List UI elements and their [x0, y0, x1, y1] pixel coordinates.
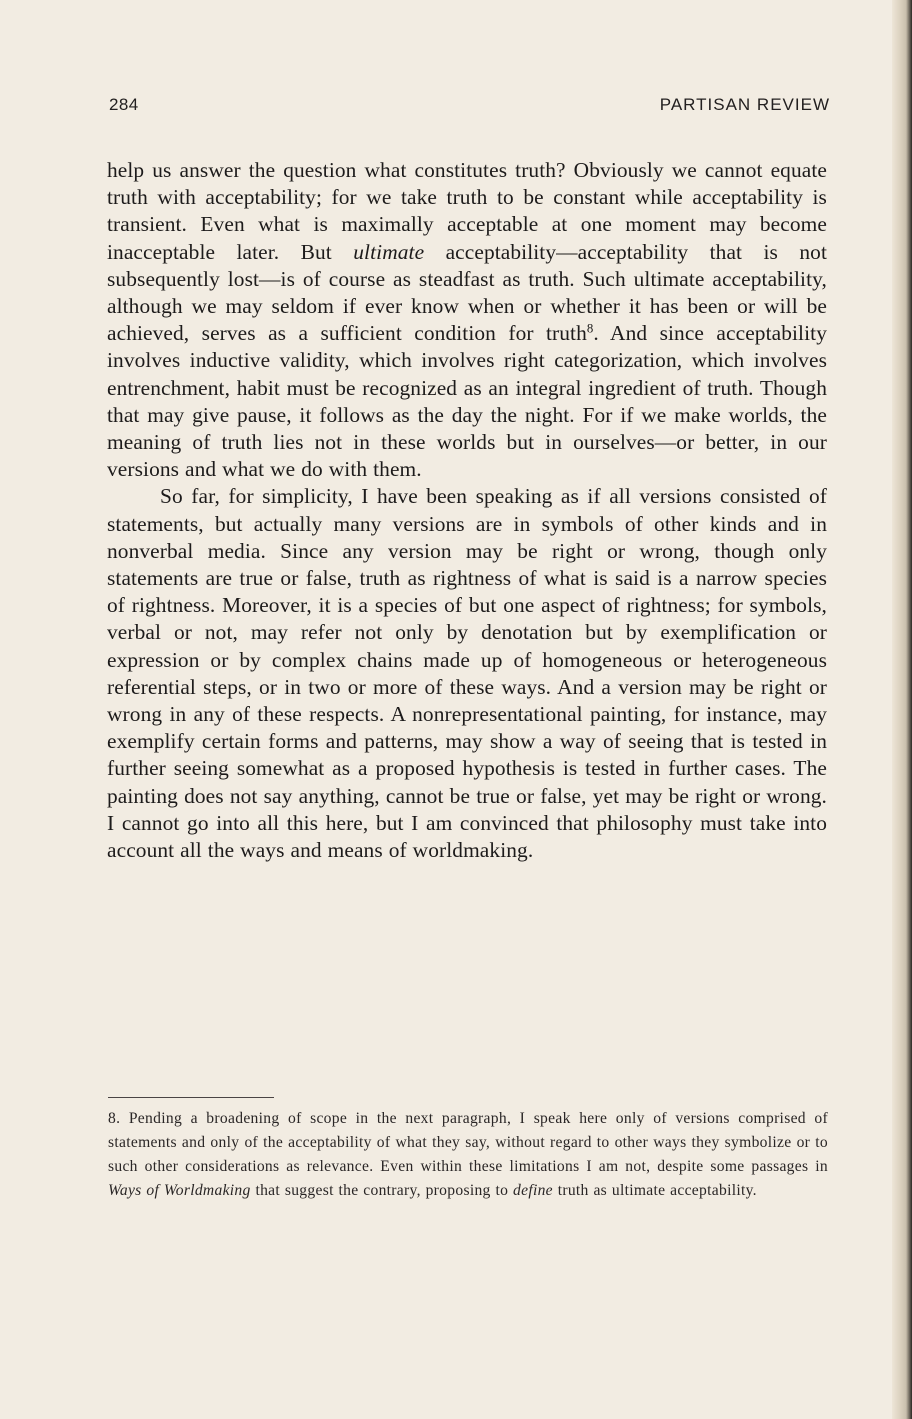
emphasis: ultimate [353, 239, 425, 264]
text-run: truth as ultimate acceptability. [552, 1181, 757, 1199]
footnote-divider [108, 1097, 274, 1098]
footnote-text [108, 1107, 828, 1203]
journal-title: PARTISAN REVIEW [659, 95, 830, 114]
text-run: . And since acceptability involves inductive validity, which involves right categorization, which involves entrenchment, habit must be recognized as an integral ingredient of truth. Though that may give pause, it follows as the day the night. For if we make worlds, the meaning of truth lies not in these worlds but in ourselves—or better, in our versions and what we do with them. [107, 321, 827, 482]
text-run: help us answer the question what constitutes truth? Obviously we cannot equate truth with acceptability; for we take truth to be constant while acceptability is transient. Even what is maximally acceptable at one moment may become inacceptable later. But [107, 158, 827, 264]
body-text [107, 157, 827, 864]
text-run: that suggest the contrary, proposing to [250, 1181, 513, 1199]
page-binding-edge [892, 0, 912, 1419]
emphasis: Ways of Worldmaking [108, 1181, 251, 1199]
text-run: Pending a broadening of scope in the next paragraph, I speak here only of versions comprised of statements and only of the acceptability of what they say, without regard to other ways they symbolize or to such other considerations as relevance. Even within these limitations I am not, despite some passages in [108, 1110, 828, 1175]
emphasis: define [513, 1181, 553, 1199]
footnote [108, 1107, 828, 1203]
running-head [109, 95, 830, 119]
text-run: acceptability—acceptability that is not subsequently lost—is of course as steadfast as truth. Such ultimate acceptability, although we may seldom if ever know when or whether it has been or will be achieved, serves as a sufficient condition for truth [107, 239, 827, 346]
paragraph [107, 157, 827, 483]
footnote-number: 8. [108, 1110, 121, 1127]
footnote-reference: 8 [586, 321, 594, 336]
page-number: 284 [109, 95, 139, 114]
paragraph: So far, for simplicity, I have been speaking as if all versions consisted of statements, but actually many versions are in symbols of other kinds and in nonverbal media. Since any version may be right or wrong, though only statements are true or false, truth as rightness of what is said is a narrow species of rightness. Moreover, it is a species of but one aspect of rightness; for symbols, verbal or not, may refer not only by denotation but by exemplification or expression or by complex chains made up of homogeneous or heterogeneous referential steps, or in two or more of these ways. And a version may be right or wrong in any of these respects. A nonrepresentational painting, for instance, may exemplify certain forms and patterns, may show a way of seeing that is tested in further seeing somewhat as a proposed hypothesis is tested in further cases. The painting does not say anything, cannot be true or false, yet may be right or wrong. I cannot go into all this here, but I am convinced that philosophy must take into account all the ways and means of worldmaking. [107, 484, 827, 863]
